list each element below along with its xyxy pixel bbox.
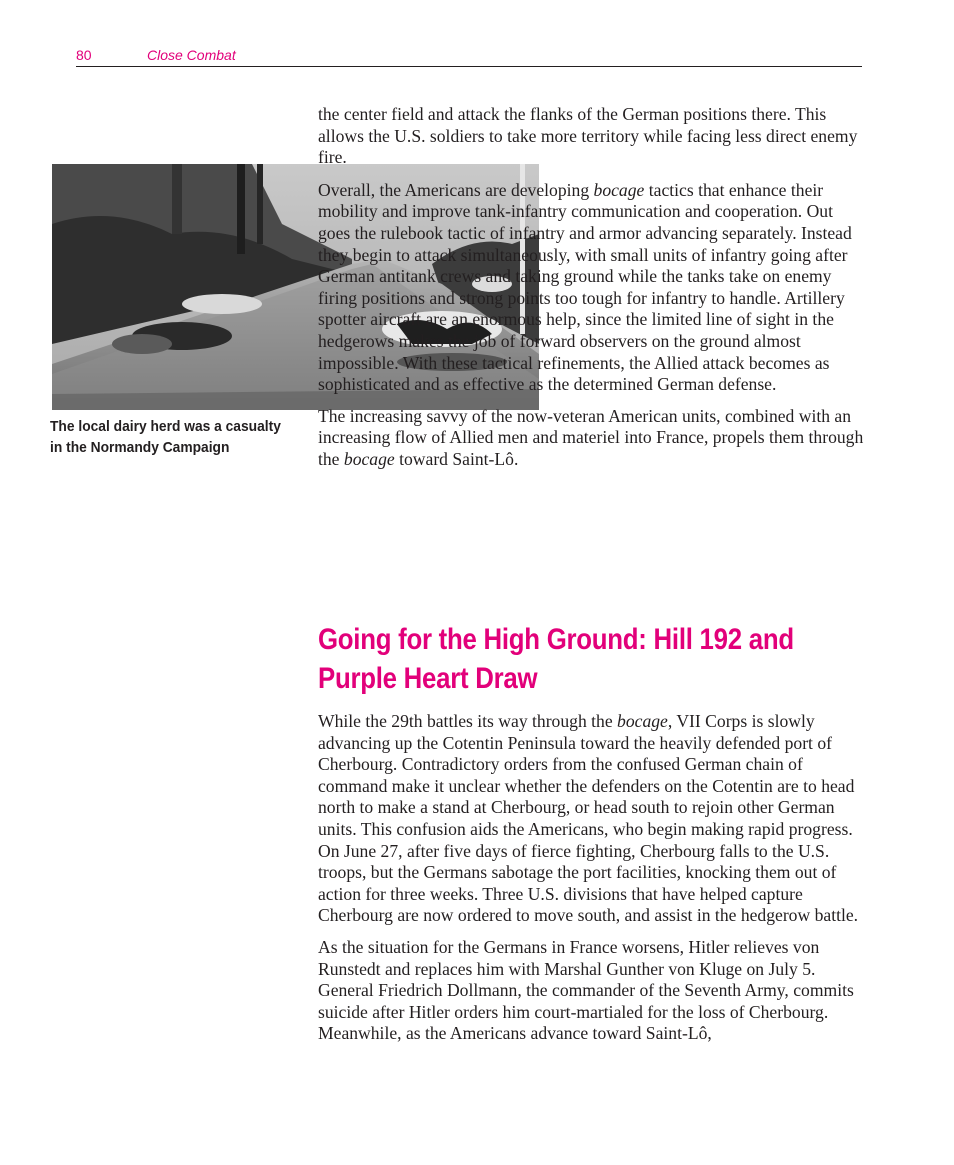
body-text-top xyxy=(318,104,864,489)
paragraph: Overall, the Americans are developing bocage tactics that enhance their mobility and improve tank-infantry communication and cooperation. Out goes the rulebook tactic of infantry and armor advancing separately. Instead they begin to attack simultaneously, with small units of infantry going after German antitank crews and taking ground while the tanks take on enemy firing positions and strong points too tough for infantry to handle. Artillery spotter aircraft are an enormous help, since the limited line of sight in the hedgerows makes the job of forward observers on the ground almost impossible. With these tactical refinements, the Allied attack becomes as sophisticated and as effective as the determined German defense. xyxy=(318,179,852,395)
page-number: 80 xyxy=(76,47,92,63)
image-wrap-spacer xyxy=(0,180,243,489)
paragraph: As the situation for the Germans in France worsens, Hitler relieves von Runstedt and replaces him with Marshal Gunther von Kluge on July 5. General Friedrich Dollmann, the commander of the Seventh Army, commits suicide after Hitler orders him court-martialed for the loss of Cherbourg. Meanwhile, as the Americans advance toward Saint-Lô, xyxy=(318,936,854,1044)
paragraph: the center field and attack the flanks of the German positions there. This allows the U.S. soldiers to take more territory while facing less direct enemy fire. xyxy=(318,104,858,168)
paragraph: The increasing savvy of the now-veteran American units, combined with an increasing flow of Allied men and materiel into France, propels them through the bocage toward Saint-Lô. xyxy=(318,405,864,469)
running-header xyxy=(76,46,862,67)
paragraph: While the 29th battles its way through the bocage, VII Corps is slowly advancing up the Cotentin Peninsula toward the heavily defended port of Cherbourg. Contradictory orders from the confused German chain of command make it unclear whether the defenders on the Cotentin are to head north to make a stand at Cherbourg, or head south to rejoin other German units. This confusion aids the Americans, who begin making rapid progress. On June 27, after five days of fierce fighting, Cherbourg falls to the U.S. troops, but the Germans sabotage the port facilities, knocking them out of action for three weeks. Three U.S. divisions that have helped capture Cherbourg are now ordered to move south, and assist in the hedgerow battle. xyxy=(318,711,859,926)
body-text-bottom xyxy=(318,711,864,1055)
italic-term: bocage xyxy=(617,711,668,731)
section-heading: Going for the High Ground: Hill 192 and Purple Heart Draw xyxy=(318,623,794,695)
running-title: Close Combat xyxy=(147,47,236,63)
italic-term: bocage xyxy=(593,179,645,200)
photo-caption: The local dairy herd was a casualty in the Normandy Campaign xyxy=(50,418,281,456)
italic-term: bocage xyxy=(343,448,395,469)
